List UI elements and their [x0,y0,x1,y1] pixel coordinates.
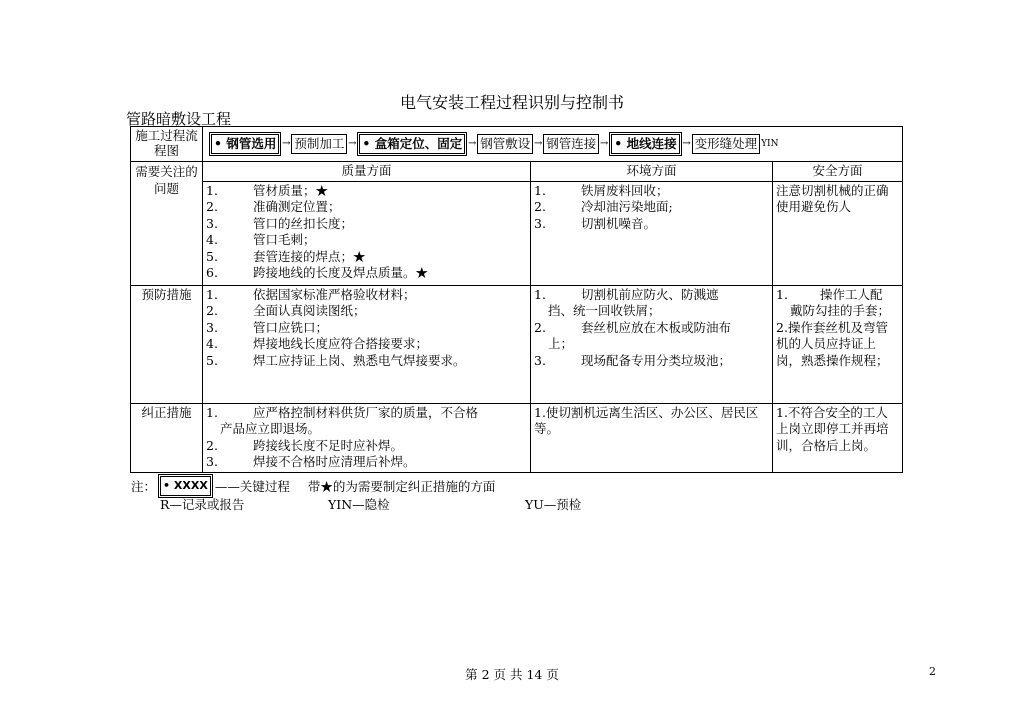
item-text: 依据国家标准严格验收材料； [253,286,416,302]
key-process-step: • 盒箱定位、固定 [357,132,467,156]
prevention-quality-list [206,287,527,370]
item-text: 操作工人配 [820,286,883,302]
flow-tag: YIN [761,138,779,149]
list-item [206,249,527,266]
list-item [206,353,527,370]
item-number: 3. [206,319,218,335]
item-text: 冷却油污染地面; [581,199,673,214]
correction-quality-list [206,405,527,471]
arrow-icon: → [682,137,691,149]
item-number: 3. [206,215,218,231]
list-item [206,183,527,200]
item-number: 6. [206,265,218,280]
process-step: 钢管连接 [543,134,599,154]
item-text: 管口毛刺； [253,232,316,247]
list-item [534,287,769,304]
process-step: 变形缝处理 [692,134,761,154]
concerns-row [131,181,903,285]
item-number: 1. [534,286,546,302]
list-item [534,353,769,370]
correction-quality [203,403,531,472]
item-text: 应严格控制材料供货厂家的质量，不合格 [253,404,479,420]
prevention-row [131,285,903,403]
document-title: 电气安装工程过程识别与控制书 [399,93,624,112]
note-prefix: 注： [131,479,157,494]
correction-row [131,403,903,472]
item-number: 2. [534,319,546,335]
list-item [206,199,527,216]
process-step: 预制加工 [291,134,347,154]
item-text: 切割机前应防火、防溅遮 [581,286,719,302]
correction-label: 纠正措施 [131,403,203,472]
quality-header: 质量方面 [203,162,531,182]
arrow-icon: → [348,137,357,149]
prevention-safety-list [776,287,899,370]
concerns-label [131,162,203,286]
concerns-quality [203,181,531,285]
item-number: 5. [206,248,218,264]
item-text: 准确测定位置； [253,199,341,214]
item-text: 焊接不合格时应清理后补焊。 [253,454,416,469]
concerns-quality-list [206,183,527,282]
item-number: 3. [534,352,546,368]
key-process-step: • 钢管选用 [209,132,281,156]
item-text: 焊工应持证上岗、熟悉电气焊接要求。 [253,352,466,368]
item-number: 4. [206,336,218,351]
flow-label: 施工过程流程图 [131,127,203,162]
arrow-icon: → [468,137,477,149]
item-text: 管材质量；★ [253,182,329,198]
star-desc: 带★的为需要制定纠正措施的方面 [307,479,496,494]
list-item [206,232,527,249]
list-item-continuation: 产品应立即退场。 [220,421,321,436]
list-item [776,287,899,304]
item-number: 3. [206,454,218,469]
flow-row [131,127,903,162]
legend-record: R—记录或报告 [160,497,245,512]
key-process-step: • 地线连接 [609,132,681,156]
list-item [534,216,769,233]
item-number: 2. [206,199,218,214]
prevention-quality [203,285,531,403]
process-flow [209,129,902,159]
item-number: 5. [206,352,218,368]
item-number: 2. [206,303,218,318]
item-text: 管口的丝扣长度； [253,215,354,231]
item-text: 套管连接的焊点；★ [253,248,366,264]
prevention-label: 预防措施 [131,285,203,403]
list-item [534,183,769,200]
arrow-icon: → [600,137,609,149]
list-item [206,336,527,353]
arrow-icon: → [282,137,291,149]
item-number: 1. [206,286,218,302]
prevention-environment [531,285,773,403]
list-item-continuation: 戴防勾挂的手套； [790,303,891,318]
item-number: 1. [534,182,546,198]
item-number: 2. [534,199,546,214]
prevention-environment-list [534,287,769,370]
concerns-environment-list [534,183,769,233]
list-item [206,320,527,337]
arrow-icon: → [534,137,543,149]
list-item [206,405,527,422]
item-text: 铁屑废料回收； [581,182,669,198]
list-item [206,287,527,304]
list-item [206,454,527,471]
list-item [776,320,899,370]
item-text: 跨接地线的长度及焊点质量。★ [253,265,429,280]
item-text: 全面认真阅读图纸； [253,303,366,318]
item-number: 4. [206,232,218,247]
item-text: 切割机噪音。 [581,215,657,231]
item-text: 焊接地线长度应符合搭接要求； [253,336,429,351]
flow-cell [203,127,903,162]
item-number: 2. [206,437,218,453]
page-footer: 第 2 页 共 14 页 [465,667,559,682]
item-text [776,320,899,370]
header-row [131,162,903,182]
item-text: 跨接线长度不足时应补焊。 [253,437,404,453]
prevention-safety [773,285,903,403]
item-body: 操作套丝机及弯管机的人员应持证上岗，熟悉操作规程； [776,319,889,368]
legend-yu: YU—预检 [525,497,582,512]
item-number: 3. [534,215,546,231]
environment-header: 环境方面 [531,162,773,182]
list-item [206,265,527,282]
item-number: 1. [206,182,218,198]
list-item-continuation: 上； [548,336,574,351]
page-number: 2 [929,665,936,678]
safety-header: 安全方面 [773,162,903,182]
list-item-continuation: 挡、统一回收铁屑； [548,303,661,318]
list-item [534,320,769,337]
item-number: 2. [776,319,788,335]
list-item [206,216,527,233]
list-item [206,303,527,320]
item-number: 1. [206,404,218,420]
legend-yin: YIN—隐检 [328,497,390,512]
key-desc: ——关键过程 [214,479,290,494]
correction-safety: 1.不符合安全的工人上岗立即停工并再培训，合格后上岗。 [773,403,903,472]
item-text: 现场配备专用分类垃圾池； [581,352,732,368]
item-number: 1. [776,286,788,302]
process-step: 钢管敷设 [477,134,533,154]
concerns-label-text: 需要关注的问题 [135,164,198,196]
item-text: 套丝机应放在木板或防油布 [581,319,732,335]
key-sample: • XXXX [158,474,213,498]
list-item [534,199,769,216]
item-text: 管口应铣口； [253,319,329,335]
list-item [206,438,527,455]
control-table [130,126,903,473]
correction-environment: 1.使切割机远离生活区、办公区、居民区等。 [531,403,773,472]
section-title: 管路暗敷设工程 [126,110,232,128]
concerns-safety: 注意切割机械的正确使用避免伤人 [773,181,903,285]
concerns-environment [531,181,773,285]
